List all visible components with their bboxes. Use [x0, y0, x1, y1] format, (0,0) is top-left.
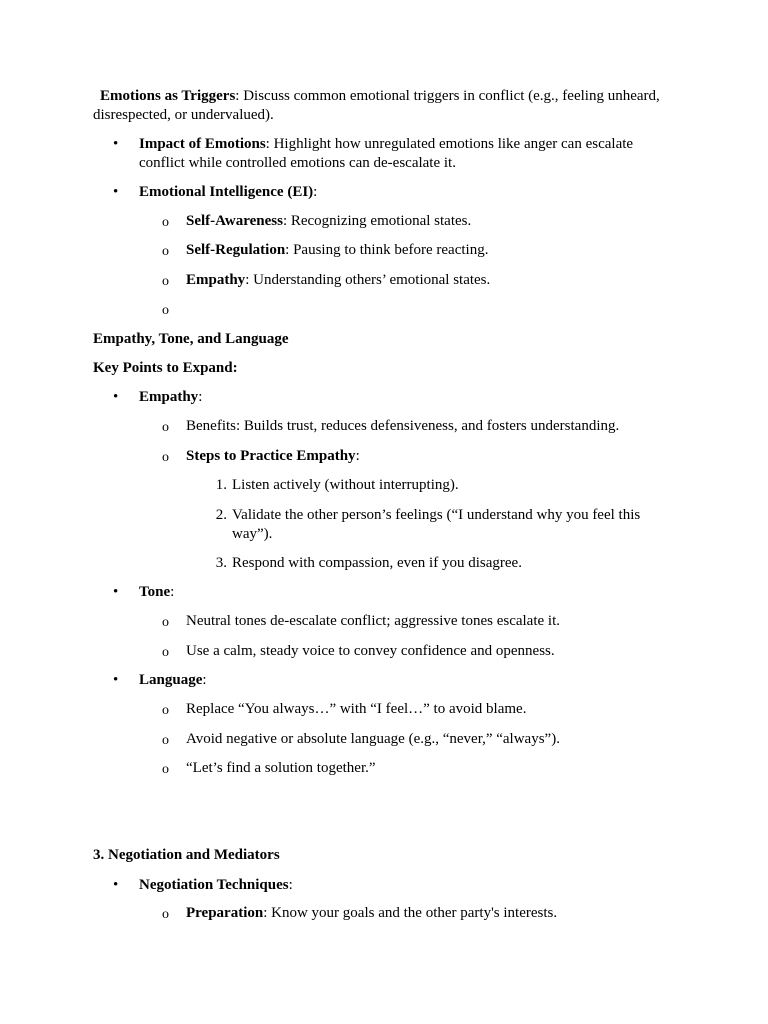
tone-item	[139, 583, 674, 602]
ei-subitem-text: : Recognizing emotional states.	[282, 213, 472, 229]
empathy-steps-colon: :	[355, 448, 360, 464]
sub-marker: o	[162, 762, 169, 777]
empathy-term: Empathy	[139, 389, 199, 405]
ei-subitem	[186, 271, 676, 290]
bullet-marker: •	[113, 389, 119, 405]
sub-marker: o	[162, 215, 169, 230]
language-colon: :	[202, 672, 207, 688]
ei-subitem	[186, 241, 676, 260]
section-subheading-text: Key Points to Expand:	[93, 360, 238, 376]
step-text: Validate the other person’s feelings (“I understand why you feel this way”).	[232, 507, 641, 542]
techniques-term: Negotiation Techniques	[139, 877, 289, 893]
sub-marker: o	[162, 907, 169, 922]
impact-item	[139, 135, 674, 173]
bullet-marker: •	[113, 672, 119, 688]
intro-paragraph	[93, 87, 673, 125]
techniques-item	[139, 876, 674, 895]
ei-subitem-text: : Pausing to think before reacting.	[285, 242, 489, 258]
tone-term: Tone	[139, 584, 171, 600]
language-term: Language	[139, 672, 203, 688]
impact-text: : Highlight how unregulated emotions like anger can escalate conflict while controlled emotions can de-escalate it.	[139, 136, 634, 171]
ei-subitem-term: Empathy	[186, 272, 246, 288]
techniques-subitem	[186, 904, 676, 923]
language-subitem: “Let’s find a solution together.”	[186, 760, 376, 776]
techniques-colon: :	[288, 877, 293, 893]
sub-marker: o	[162, 420, 169, 435]
section-heading-text: Empathy, Tone, and Language	[93, 331, 289, 347]
ei-subitem-term: Self-Regulation	[186, 242, 286, 258]
step-number: 1.	[215, 477, 227, 493]
language-subitem: Avoid negative or absolute language (e.g., “never,” “always”).	[186, 731, 560, 747]
ei-item	[139, 183, 674, 202]
bullet-marker: •	[113, 136, 119, 152]
empty-sub-marker: o	[162, 303, 169, 318]
language-item	[139, 671, 674, 690]
ei-colon: :	[313, 184, 318, 200]
sub-marker: o	[162, 645, 169, 660]
ei-term: Emotional Intelligence (EI)	[139, 184, 314, 200]
tone-subitem: Use a calm, steady voice to convey confidence and openness.	[186, 643, 555, 659]
intro-text: : Discuss common emotional triggers in conflict (e.g., feeling unheard, disrespected, or undervalued).	[93, 88, 660, 123]
language-subitem: Replace “You always…” with “I feel…” to avoid blame.	[186, 701, 527, 717]
tone-subitem: Neutral tones de-escalate conflict; aggressive tones escalate it.	[186, 613, 561, 629]
bullet-marker: •	[113, 184, 119, 200]
tone-colon: :	[170, 584, 175, 600]
empathy-colon: :	[198, 389, 203, 405]
empathy-steps-item	[186, 447, 676, 466]
step-text: Listen actively (without interrupting).	[232, 477, 459, 493]
bullet-marker: •	[113, 584, 119, 600]
impact-term: Impact of Emotions	[139, 136, 266, 152]
ei-subitem-text: : Understanding others’ emotional states.	[245, 272, 491, 288]
techniques-subitem-term: Preparation	[186, 905, 264, 921]
section-heading-text: 3. Negotiation and Mediators	[93, 847, 280, 863]
sub-marker: o	[162, 733, 169, 748]
sub-marker: o	[162, 274, 169, 289]
step-number: 2.	[215, 507, 227, 523]
intro-term: Emotions as Triggers	[100, 88, 236, 104]
section-subheading	[93, 359, 673, 378]
bullet-marker: •	[113, 877, 119, 893]
empathy-benefits: Benefits: Builds trust, reduces defensiveness, and fosters understanding.	[186, 418, 620, 434]
step-number: 3.	[215, 555, 227, 571]
ei-subitem-term: Self-Awareness	[186, 213, 283, 229]
ei-subitem	[186, 212, 676, 231]
empathy-item	[139, 388, 674, 407]
empathy-steps-term: Steps to Practice Empathy	[186, 448, 356, 464]
sub-marker: o	[162, 703, 169, 718]
section-heading	[93, 330, 673, 349]
sub-marker: o	[162, 450, 169, 465]
sub-marker: o	[162, 615, 169, 630]
techniques-subitem-text: : Know your goals and the other party's interests.	[263, 905, 558, 921]
sub-marker: o	[162, 244, 169, 259]
step-text: Respond with compassion, even if you disagree.	[232, 555, 522, 571]
section-heading	[93, 846, 673, 865]
